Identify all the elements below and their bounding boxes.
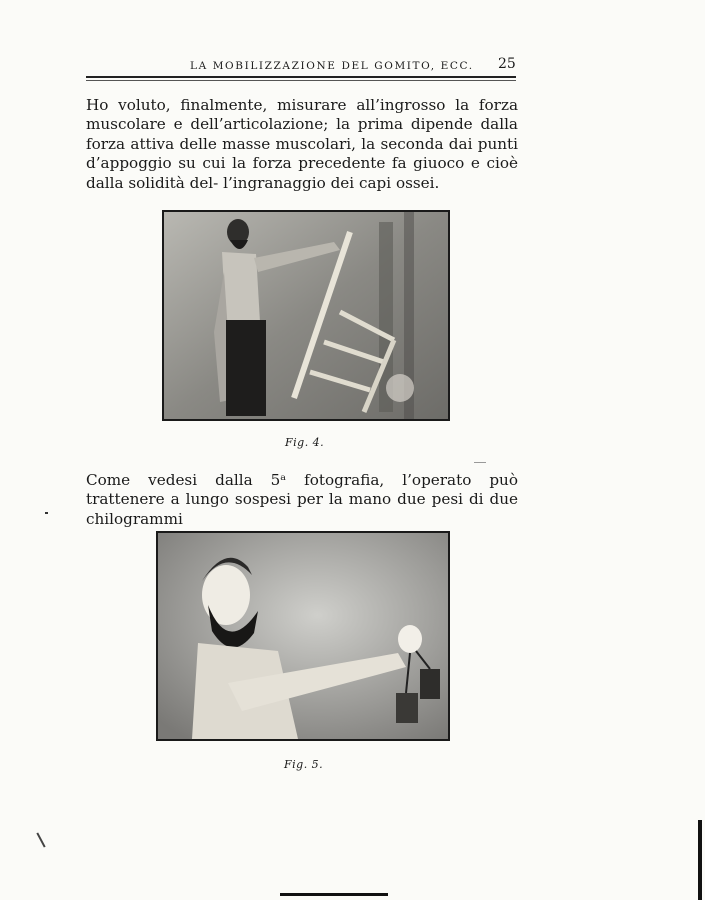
- running-title: LA MOBILIZZAZIONE DEL GOMITO, ECC.: [190, 60, 474, 72]
- figure-5-photo: [156, 531, 450, 741]
- scan-edge-shadow: [698, 820, 702, 900]
- margin-speck: [45, 512, 48, 514]
- header-rule-top: [86, 76, 516, 78]
- figure-5-illustration: [158, 533, 448, 739]
- figure-4-illustration: [164, 212, 448, 419]
- header-rule-bottom: [86, 80, 516, 81]
- paragraph-muscle-strength: Ho voluto, finalmente, misurare all’ingrosso la forza muscolare e dell’articolazione; la prima dipende dalla forza attiva delle masse muscolari, la seconda dai punti d’appoggio su cui la forza precedente fa giuoco e cioè dalla solidità del- l’ingranaggio dei capi ossei.: [86, 96, 518, 192]
- scan-bottom-mark: [280, 893, 388, 896]
- figure-5-caption: Fig. 5.: [284, 758, 324, 771]
- figure-4-caption: Fig. 4.: [285, 436, 325, 449]
- page-number: 25: [498, 56, 516, 72]
- figure-4-photo: [162, 210, 450, 421]
- margin-tick: [474, 462, 486, 463]
- paragraph-photo-5: Come vedesi dalla 5ᵃ fotografia, l’operato può trattenere a lungo sospesi per la mano due pesi di due chilogrammi: [86, 471, 518, 528]
- margin-scratch: [36, 832, 45, 847]
